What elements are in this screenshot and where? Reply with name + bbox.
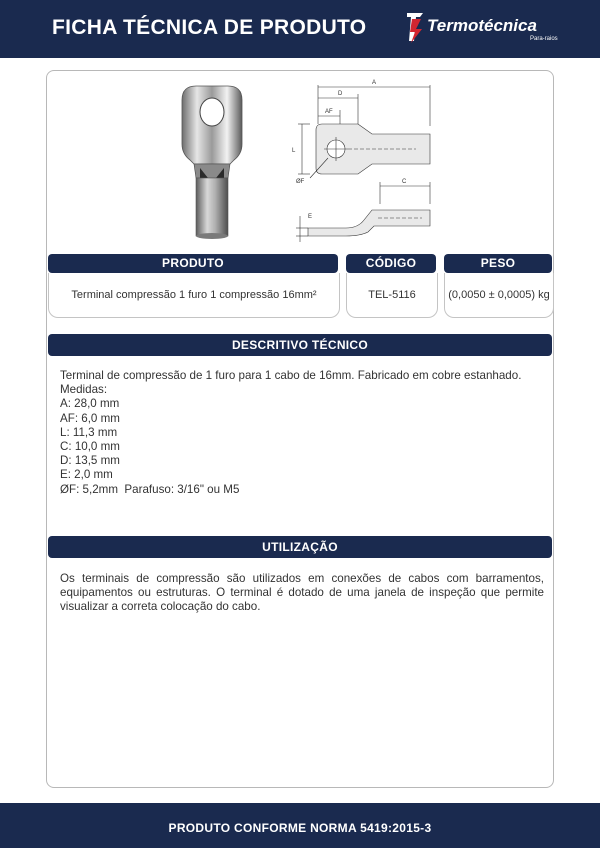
dim-label-of: ØF <box>296 179 305 185</box>
footer-bar <box>0 803 600 848</box>
dim-label-l: L <box>292 148 296 154</box>
technical-drawing <box>288 76 438 248</box>
header-bar <box>0 0 600 58</box>
descritivo-line: E: 2,0 mm <box>60 468 113 482</box>
descritivo-line: Medidas: <box>60 383 108 397</box>
codigo-cell <box>346 273 438 318</box>
dim-label-e: E <box>308 214 313 220</box>
peso-cell <box>444 273 554 318</box>
dim-label-af: AF <box>325 109 333 115</box>
utilizacao-text: Os terminais de compressão são utilizados em conexões de cabos com barramentos, equipamentos ou estruturas. O terminal é dotado de uma janela de inspeção que permite visualizar a correta colocação do cabo. <box>60 572 544 614</box>
descritivo-line: ØF: 5,2mm Parafuso: 3/16" ou M5 <box>60 482 240 496</box>
descritivo-line: L: 11,3 mm <box>60 425 118 439</box>
dim-label-d: D <box>338 91 343 97</box>
page-title: FICHA TÉCNICA DE PRODUTO <box>52 16 367 39</box>
codigo-header: CÓDIGO <box>346 254 436 273</box>
produto-value: Terminal compressão 1 furo 1 compressão 16mm² <box>71 289 317 301</box>
descritivo-line: D: 13,5 mm <box>60 454 120 468</box>
footer-norm-text: PRODUTO CONFORME NORMA 5419:2015-3 <box>168 821 432 835</box>
dim-label-c: C <box>402 179 407 185</box>
brand-mark-icon <box>405 11 427 45</box>
descritivo-line: Terminal de compressão de 1 furo para 1 cabo de 16mm. Fabricado em cobre estanhado. <box>60 369 522 382</box>
brand-logo <box>405 11 565 47</box>
produto-header: PRODUTO <box>48 254 338 273</box>
peso-header: PESO <box>444 254 552 273</box>
brand-subtitle: Para-raios <box>530 36 558 42</box>
descritivo-header: DESCRITIVO TÉCNICO <box>48 334 552 356</box>
utilizacao-header: UTILIZAÇÃO <box>48 536 552 558</box>
product-photo <box>170 82 260 242</box>
descritivo-line: AF: 6,0 mm <box>60 411 120 425</box>
codigo-value: TEL-5116 <box>368 289 416 301</box>
descritivo-line: A: 28,0 mm <box>60 397 120 411</box>
descritivo-text <box>60 369 550 497</box>
dim-label-a: A <box>372 80 377 86</box>
peso-value: (0,0050 ± 0,0005) kg <box>448 289 550 301</box>
descritivo-line: C: 10,0 mm <box>60 440 120 454</box>
produto-cell <box>48 273 340 318</box>
brand-name: Termotécnica <box>427 16 537 35</box>
